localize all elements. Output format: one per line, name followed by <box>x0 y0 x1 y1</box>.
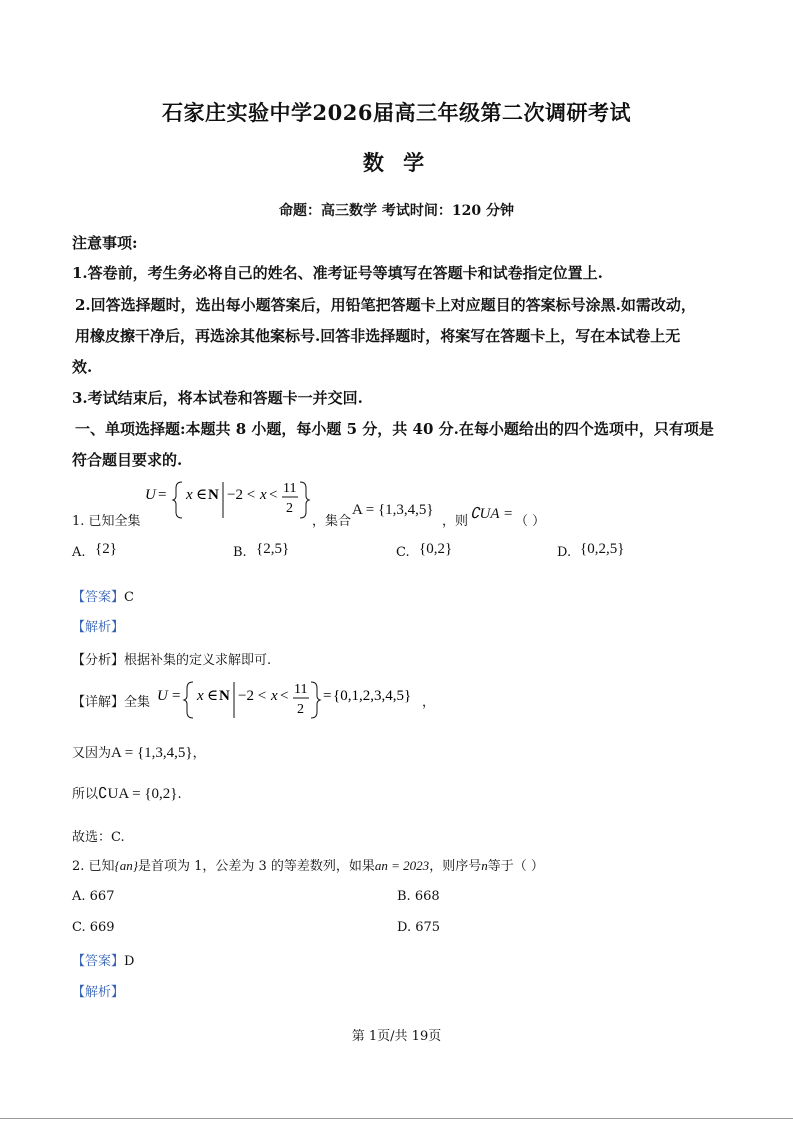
svg-text:{0,1,2,3,4,5}: {0,1,2,3,4,5} <box>333 688 412 704</box>
q2-stem <box>72 855 544 874</box>
svg-text:x: x <box>197 688 204 704</box>
q1-option-a-value: {2} <box>95 541 117 557</box>
q1-detail-end: ， <box>422 695 436 710</box>
svg-text:−2 <: −2 < <box>238 688 267 704</box>
q2-n: n <box>481 858 488 873</box>
q1-line-c-prefix: 所以 <box>72 787 99 802</box>
q2-analysis-tag: 【解析】 <box>72 985 125 1000</box>
q1-answer-tag: 【答案】 <box>72 590 125 605</box>
exam-subject: 数 学 <box>362 150 431 175</box>
q1-line-a-end: ， <box>192 746 206 761</box>
svg-text:x: x <box>271 688 278 704</box>
svg-text:2: 2 <box>297 702 304 717</box>
notes-item-2-line-2: 用橡皮擦干净后，再选涂其他案标号.回答非选择题时，将案写在答题卡上，写在本试卷上无 <box>75 327 681 345</box>
q1-option-d-value: {0,2,5} <box>580 541 625 557</box>
svg-text:N: N <box>219 688 230 704</box>
svg-text:∈: ∈ <box>207 688 219 704</box>
q1-complement-expr: ∁UA = <box>470 506 514 522</box>
q1-then-text: ，则 <box>442 514 469 529</box>
q1-answer-value: C <box>124 590 134 605</box>
q1-option-d-label: D. <box>557 545 572 560</box>
section-1-line-2: 符合题目要求的. <box>72 451 183 469</box>
svg-text:N: N <box>208 487 219 503</box>
q2-option-a: A. 667 <box>72 889 115 904</box>
q2-answer-value: D <box>124 954 135 969</box>
svg-text:U: U <box>145 487 156 503</box>
q1-option-c-value: {0,2} <box>419 541 453 557</box>
svg-text:−2 <: −2 < <box>227 487 256 503</box>
q1-answer-line <box>72 586 134 605</box>
q2-answer-line <box>72 950 134 969</box>
notes-item-2-line-3: 效. <box>72 358 93 376</box>
notes-item-2-line-1: 2.回答选择题时，选出每小题答案后，用铅笔把答题卡上对应题目的答案标号涂黑.如需改动， <box>75 296 696 314</box>
q2-option-d: D. 675 <box>397 920 441 935</box>
svg-text:=: = <box>158 487 167 503</box>
q1-line-a-expr: A = {1,3,4,5} <box>111 745 193 761</box>
svg-text:=: = <box>172 688 181 704</box>
notes-item-1: 1.答卷前，考生务必将自己的姓名、准考证号等填写在答题卡和试卷指定位置上. <box>72 264 603 282</box>
svg-text:11: 11 <box>294 682 308 697</box>
notes-item-3: 3.考试结束后，将本试卷和答题卡一并交回. <box>72 389 363 407</box>
q1-set-A: A = {1,3,4,5} <box>352 502 434 518</box>
section-1-line-1: 一、单项选择题:本题共 8 小题，每小题 5 分，共 40 分.在每小题给出的四个选项中，只有项是 <box>75 420 714 438</box>
q1-fenxi: 【分析】根据补集的定义求解即可. <box>72 653 272 668</box>
q2-condition: an = 2023 <box>374 858 430 873</box>
exam-title: 石家庄实验中学2026届高三年级第二次调研考试 <box>162 100 631 125</box>
q1-prefix: 1. 已知全集 <box>72 514 141 529</box>
q1-line-c-expr: ∁UA = {0,2} <box>98 786 178 802</box>
q1-detail-prefix: 【详解】全集 <box>72 695 151 710</box>
svg-text:U: U <box>157 688 168 704</box>
q1-option-a-label: A. <box>72 545 86 560</box>
svg-text:x: x <box>260 487 267 503</box>
q1-line-c <box>72 783 182 803</box>
page-footer: 第 1页/共 19页 <box>351 1029 442 1044</box>
q1-option-b-label: B. <box>233 545 247 560</box>
q1-option-b-value: {2,5} <box>256 541 290 557</box>
svg-text:2: 2 <box>286 501 293 516</box>
q1-mid-text: ，集合 <box>312 514 352 529</box>
q1-line-a <box>72 742 206 762</box>
svg-text:=: = <box>323 688 332 704</box>
svg-text:x: x <box>186 487 193 503</box>
q1-detail-formula <box>155 676 430 724</box>
q2-tail: 等于（ ） <box>487 859 544 874</box>
svg-text:11: 11 <box>283 481 297 496</box>
svg-text:<: < <box>280 688 289 704</box>
q2-prefix: 2. 已知 <box>72 859 115 874</box>
page-bottom-rule <box>0 1118 793 1119</box>
q1-answer-parens: （ ） <box>515 514 546 529</box>
q2-end: ，则序号 <box>429 859 482 874</box>
svg-text:∈: ∈ <box>196 487 208 503</box>
q1-option-c-label: C. <box>396 545 410 560</box>
q2-mid: 是首项为 1，公差为 3 的等差数列，如果 <box>137 859 375 874</box>
q1-analysis-tag: 【解析】 <box>72 620 125 635</box>
q1-set-U-formula <box>142 474 312 524</box>
q1-choose: 故选：C. <box>72 830 125 845</box>
notes-heading: 注意事项: <box>72 234 138 252</box>
q2-option-b: B. 668 <box>397 889 440 904</box>
exam-meta: 命题：高三数学 考试时间：120 分钟 <box>279 203 514 219</box>
q1-line-c-end: . <box>177 787 182 802</box>
q2-answer-tag: 【答案】 <box>72 954 125 969</box>
q2-sequence: {an} <box>114 858 138 873</box>
q2-option-c: C. 669 <box>72 920 115 935</box>
svg-text:<: < <box>269 487 278 503</box>
q1-line-a-prefix: 又因为 <box>72 746 112 761</box>
